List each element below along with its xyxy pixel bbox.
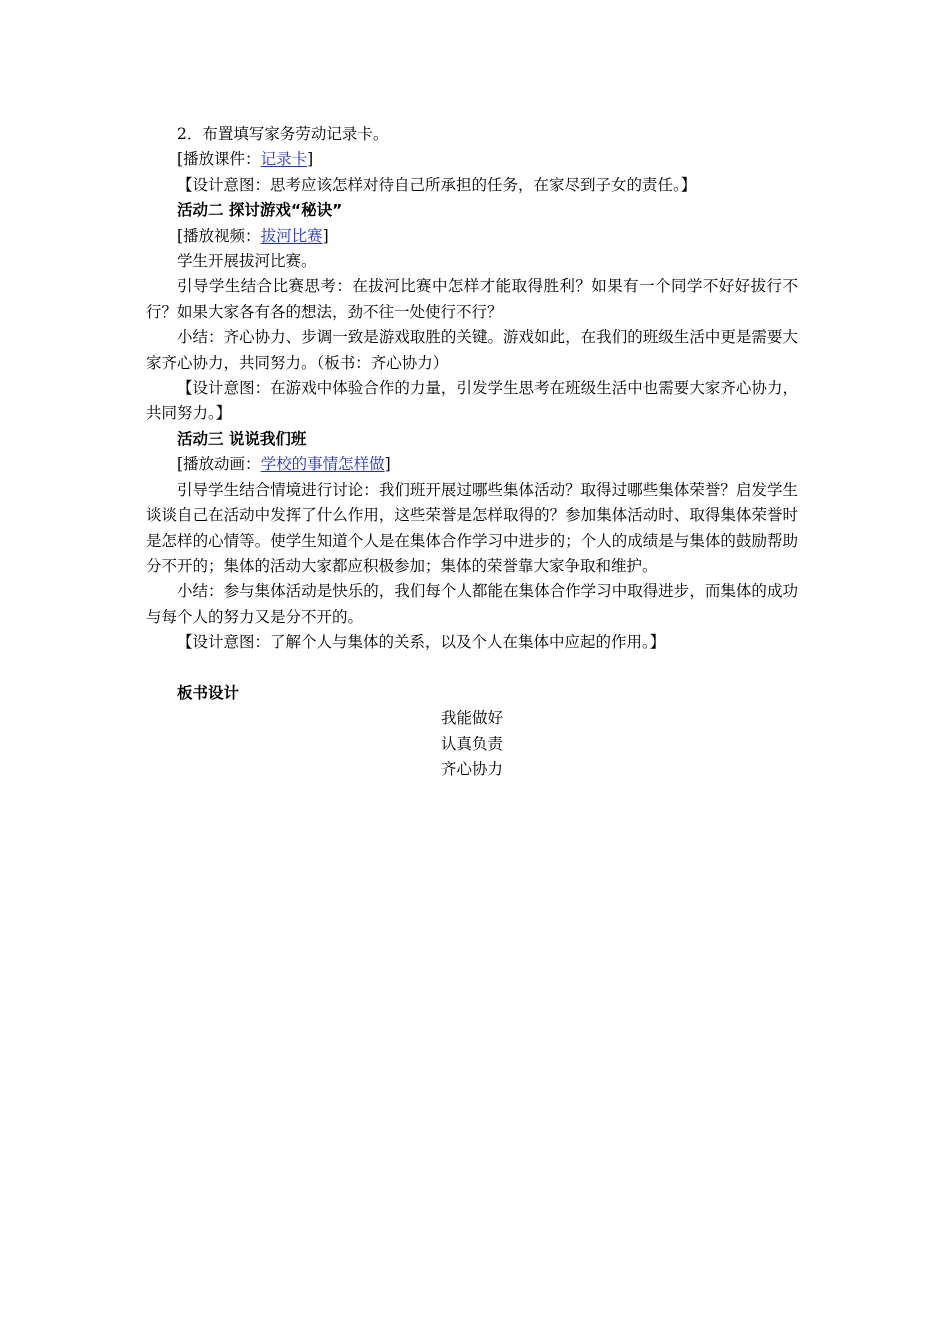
animation-suffix: ] [384, 455, 391, 474]
paragraph-discussion: 引导学生结合情境进行讨论：我们班开展过哪些集体活动？取得过哪些集体荣誉？启发学生谈谈自己在活动中发挥了什么作用，这些荣誉是怎样取得的？参加集体活动时、取得集体荣誉时是怎样的心情等。使学生知道个人是在集体合作学习中进步的；个人的成绩是与集体的鼓励帮助分不开的；集体的活动大家都应积极参加；集体的荣誉靠大家争取和维护。 [146, 480, 798, 575]
paragraph-summary-2: 小结：参与集体活动是快乐的，我们每个人都能在集体合作学习中取得进步，而集体的成功与每个人的努力又是分不开的。 [146, 582, 798, 626]
courseware-prefix: [播放课件： [177, 150, 261, 169]
board-design-heading: 板书设计 [177, 683, 240, 702]
activity-two-heading: 活动二 探讨游戏“秘诀” [177, 201, 343, 220]
paragraph-play-courseware [146, 147, 798, 172]
board-line: 认真负责 [440, 734, 503, 753]
tug-of-war-link[interactable]: 拔河比赛 [260, 226, 323, 245]
board-content [146, 706, 798, 782]
video-suffix: ] [322, 226, 329, 245]
paragraph-summary-1: 小结：齐心协力、步调一致是游戏取胜的关键。游戏如此，在我们的班级生活中更是需要大家齐心协力，共同努力。（板书：齐心协力） [146, 328, 798, 372]
school-matters-link[interactable]: 学校的事情怎样做 [260, 455, 385, 474]
activity-three-heading: 活动三 说说我们班 [177, 429, 307, 448]
paragraph-play-video [146, 224, 798, 249]
paragraph-guide-thinking: 引导学生结合比赛思考：在拔河比赛中怎样才能取得胜利？如果有一个同学不好好拔行不行？如果大家各有各的想法，劲不往一处使行不行？ [146, 277, 798, 321]
paragraph-record-card-task: 2．布置填写家务劳动记录卡。 [177, 125, 389, 143]
spacer [146, 656, 798, 681]
document-body [146, 122, 798, 783]
design-intent-3: 【设计意图：了解个人与集体的关系，以及个人在集体中应起的作用。】 [177, 633, 666, 652]
design-intent-2: 【设计意图：在游戏中体验合作的力量，引发学生思考在班级生活中也需要大家齐心协力，共同努力。】 [146, 379, 798, 423]
video-prefix: [播放视频： [177, 226, 261, 245]
board-line: 我能做好 [440, 709, 503, 728]
courseware-suffix: ] [307, 150, 314, 169]
design-intent-1: 【设计意图：思考应该怎样对待自己所承担的任务，在家尽到子女的责任。】 [177, 175, 697, 194]
animation-prefix: [播放动画： [177, 455, 261, 474]
paragraph-students-compete: 学生开展拔河比赛。 [177, 252, 317, 271]
paragraph-play-animation [146, 452, 798, 477]
record-card-link[interactable]: 记录卡 [260, 150, 308, 169]
board-line: 齐心协力 [440, 760, 503, 779]
